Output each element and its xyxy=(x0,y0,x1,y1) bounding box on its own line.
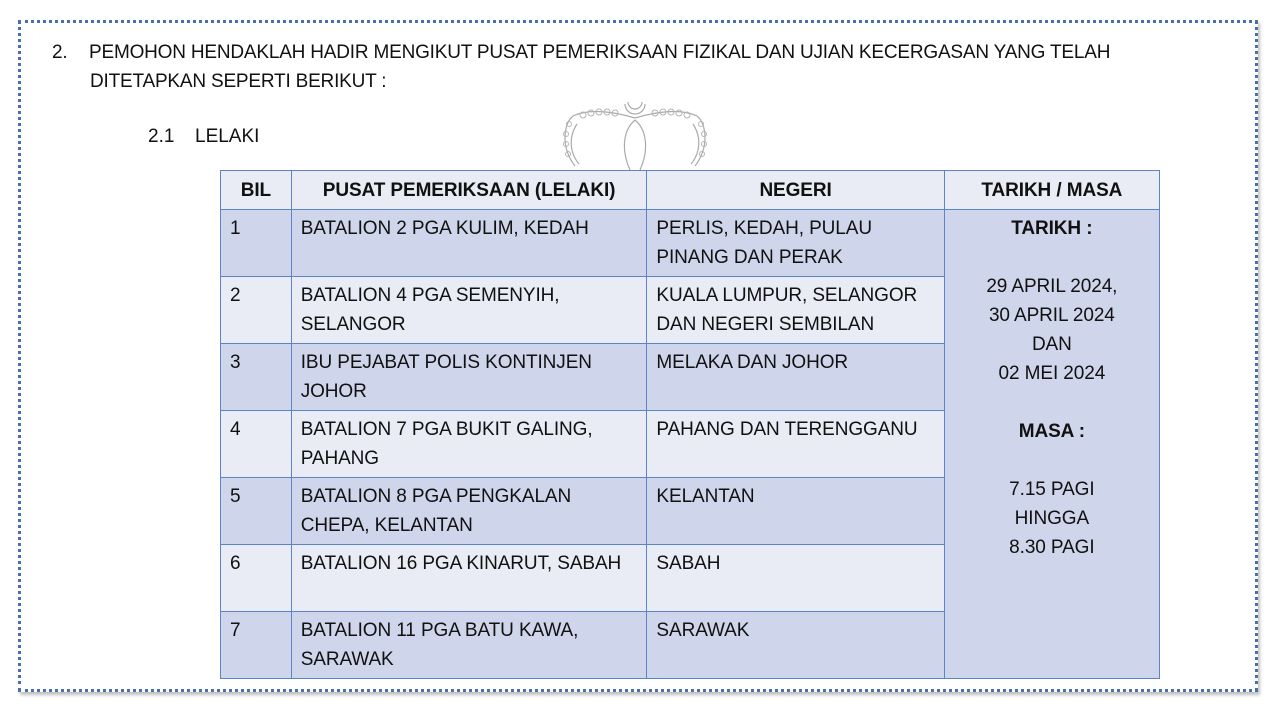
cell-pusat: BATALION 8 PGA PENGKALAN CHEPA, KELANTAN xyxy=(291,478,647,545)
header-negeri: NEGERI xyxy=(647,171,944,210)
section-text-line2: DITETAPKAN SEPERTI BERIKUT : xyxy=(90,71,387,92)
time-conjunction: HINGGA xyxy=(1014,508,1090,529)
cell-pusat: BATALION 2 PGA KULIM, KEDAH xyxy=(291,210,647,277)
date-conjunction: DAN xyxy=(1031,334,1072,355)
cell-pusat: BATALION 11 PGA BATU KAWA, SARAWAK xyxy=(291,612,647,679)
cell-pusat: BATALION 7 PGA BUKIT GALING, PAHANG xyxy=(291,411,647,478)
subsection-heading xyxy=(148,125,259,149)
cell-bil: 4 xyxy=(221,411,292,478)
cell-bil: 6 xyxy=(221,545,292,612)
section-number: 2. xyxy=(52,42,68,63)
header-bil: BIL xyxy=(221,171,292,210)
cell-bil: 2 xyxy=(221,277,292,344)
date-3: 02 MEI 2024 xyxy=(998,363,1106,384)
cell-pusat: IBU PEJABAT POLIS KONTINJEN JOHOR xyxy=(291,344,647,411)
subsection-number: 2.1 xyxy=(148,126,175,147)
cell-bil: 3 xyxy=(221,344,292,411)
cell-negeri: KUALA LUMPUR, SELANGOR DAN NEGERI SEMBILAN xyxy=(647,277,944,344)
time-end: 8.30 PAGI xyxy=(1009,537,1095,558)
cell-pusat: BATALION 16 PGA KINARUT, SABAH xyxy=(291,545,647,612)
section-2-paragraph xyxy=(52,38,1110,96)
header-tarikh-masa: TARIKH / MASA xyxy=(944,171,1159,210)
cell-negeri: MELAKA DAN JOHOR xyxy=(647,344,944,411)
cell-bil: 1 xyxy=(221,210,292,277)
examination-centre-table xyxy=(220,170,1160,679)
cell-bil: 5 xyxy=(221,478,292,545)
police-crest-watermark-icon xyxy=(555,90,715,172)
masa-label: MASA : xyxy=(1018,421,1085,442)
cell-bil: 7 xyxy=(221,612,292,679)
cell-negeri: KELANTAN xyxy=(647,478,944,545)
header-pusat-pemeriksaan: PUSAT PEMERIKSAAN (LELAKI) xyxy=(291,171,647,210)
subsection-title: LELAKI xyxy=(195,126,260,147)
date-1: 29 APRIL 2024, xyxy=(986,276,1118,297)
tarikh-label: TARIKH : xyxy=(1011,218,1093,239)
cell-negeri: PAHANG DAN TERENGGANU xyxy=(647,411,944,478)
date-2: 30 APRIL 2024 xyxy=(988,305,1115,326)
cell-negeri: PERLIS, KEDAH, PULAU PINANG DAN PERAK xyxy=(647,210,944,277)
section-text-line1: PEMOHON HENDAKLAH HADIR MENGIKUT PUSAT PEMERIKSAAN FIZIKAL DAN UJIAN KECERGASAN YANG TELAH xyxy=(89,42,1111,63)
cell-pusat: BATALION 4 PGA SEMENYIH, SELANGOR xyxy=(291,277,647,344)
cell-negeri: SABAH xyxy=(647,545,944,612)
cell-negeri: SARAWAK xyxy=(647,612,944,679)
table-row xyxy=(221,210,1160,277)
time-start: 7.15 PAGI xyxy=(1009,479,1095,500)
cell-tarikh-masa xyxy=(944,210,1159,679)
table-header-row xyxy=(221,171,1160,210)
